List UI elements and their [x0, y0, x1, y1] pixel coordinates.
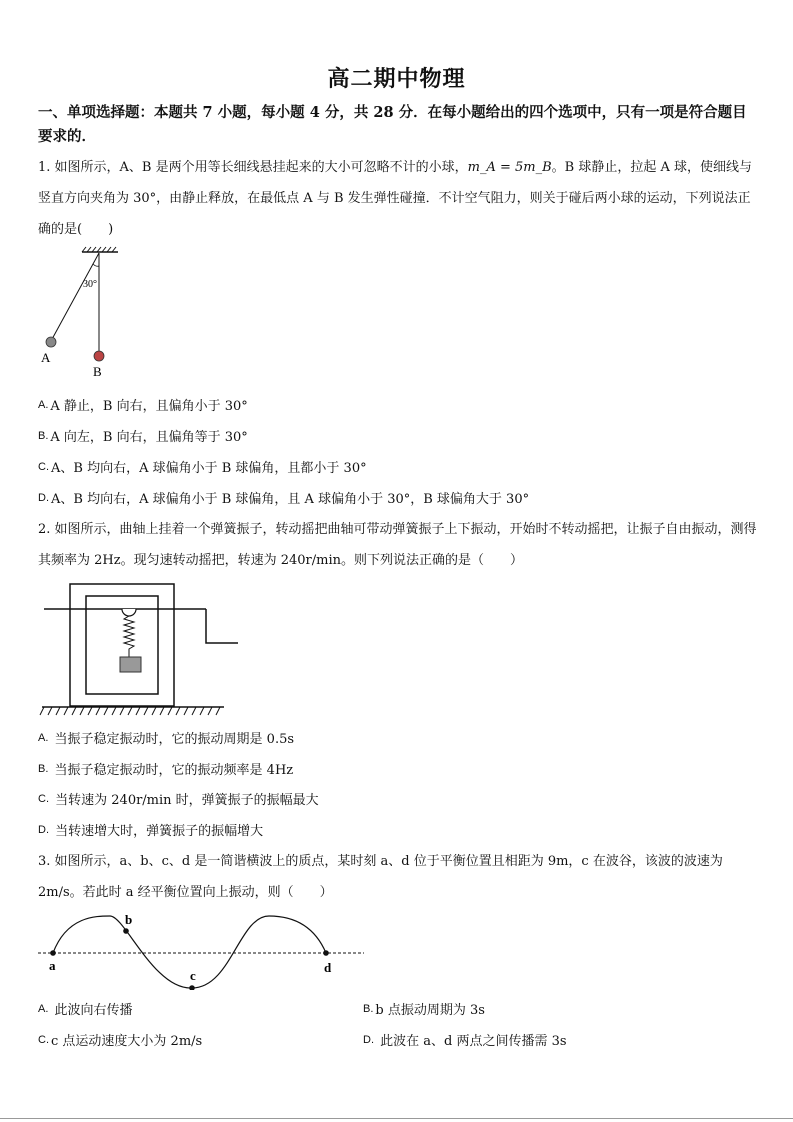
crank-handle [206, 609, 238, 643]
option-letter: D. [38, 492, 49, 504]
option-letter: C. [38, 793, 49, 805]
option-letter: A. [38, 732, 49, 744]
label-a: a [49, 958, 56, 973]
option-letter: C. [38, 1034, 49, 1046]
point-b [123, 928, 129, 934]
wave-figure [36, 910, 368, 990]
option-letter: D. [363, 1034, 374, 1046]
option-text: 当转速为 240r/min 时，弹簧振子的振幅最大 [55, 793, 319, 808]
option-letter: B. [363, 1003, 374, 1015]
angle-label: 30° [83, 279, 97, 290]
question-2-text [38, 514, 760, 576]
question-body: 如图所示，a、b、c、d 是一简谐横波上的质点，某时刻 a、d 位于平衡位置且相距为 9m，c 在波谷，该波的波速为 2m/s。若此时 a 经平衡位置向上振动，则（ ） [38, 854, 723, 900]
q3-option-a[interactable] [38, 1000, 133, 1020]
spring-oscillator-figure [38, 578, 243, 720]
option-letter: B. [38, 763, 49, 775]
point-a [50, 950, 56, 956]
q2-option-b[interactable] [38, 760, 293, 780]
option-text: A 静止，B 向右，且偏角小于 30° [50, 399, 248, 414]
ball-a-label: A [41, 350, 51, 365]
question-body-cont: 。B 球静止，拉起 A 球，使细线与竖直方向夹角为 30°，由静止释放，在最低点 A 与 B 发生弹性碰撞．不计空气阻力，则关于碰后两小球的运动，下列说法正确的是( ) [38, 160, 752, 237]
q2-option-a[interactable] [38, 729, 294, 749]
ball-a [46, 337, 56, 347]
question-body: 如图所示，曲轴上挂着一个弹簧振子，转动摇把曲轴可带动弹簧振子上下振动，开始时不转动摇把，让振子自由振动，测得其频率为 2Hz。现匀速转动摇把，转速为 240r/min。则下列说法正确的是（ ） [38, 522, 757, 568]
crank-hook [122, 609, 136, 616]
question-1-text [38, 152, 760, 245]
option-text: 当振子稳定振动时，它的振动频率是 4Hz [54, 763, 294, 778]
spring [124, 616, 134, 657]
option-letter: C. [38, 461, 49, 473]
option-text: A 向左，B 向右，且偏角等于 30° [50, 430, 248, 445]
q3-option-b[interactable] [363, 1000, 485, 1020]
angle-arc [93, 264, 99, 266]
ball-b [94, 351, 104, 361]
label-c: c [190, 968, 196, 983]
question-body: 如图所示，A、B 是两个用等长细线悬挂起来的大小可忽略不计的小球， [54, 160, 468, 175]
q2-option-c[interactable] [38, 790, 319, 810]
q1-option-c[interactable] [38, 458, 367, 478]
pendulum-figure [36, 246, 136, 381]
label-b: b [125, 912, 133, 927]
oscillator-mass [120, 657, 141, 672]
q3-option-d[interactable] [363, 1031, 567, 1051]
q1-option-a[interactable] [38, 396, 248, 416]
option-text: b 点振动周期为 3s [375, 1003, 485, 1018]
ground-hatching [40, 707, 220, 715]
section-heading: 一、单项选择题：本题共 7 小题，每小题 4 分，共 28 分．在每小题给出的四个选项中，只有一项是符合题目要求的． [38, 104, 747, 145]
q1-option-b[interactable] [38, 427, 248, 447]
option-text: 当转速增大时，弹簧振子的振幅增大 [55, 824, 264, 839]
option-letter: A. [38, 1003, 49, 1015]
string-a [51, 253, 99, 341]
label-d: d [324, 960, 332, 975]
option-text: A、B 均向右，A 球偏角小于 B 球偏角，且都小于 30° [51, 461, 367, 476]
option-text: A、B 均向右，A 球偏角小于 B 球偏角，且 A 球偏角小于 30°，B 球偏角大于 30° [51, 492, 530, 507]
option-letter: D. [38, 824, 49, 836]
option-text: c 点运动速度大小为 2m/s [51, 1034, 203, 1049]
point-c [189, 985, 195, 990]
point-d [323, 950, 329, 956]
q2-option-d[interactable] [38, 821, 263, 841]
page-bottom-divider [0, 1118, 793, 1119]
q1-option-d[interactable] [38, 489, 529, 509]
ball-b-label: B [93, 364, 102, 379]
option-text: 当振子稳定振动时，它的振动周期是 0.5s [54, 732, 295, 747]
question-3-text [38, 846, 760, 908]
option-text: 此波在 a、d 两点之间传播需 3s [380, 1034, 567, 1049]
option-letter: B. [38, 430, 49, 442]
question-number: 1. [38, 160, 51, 175]
question-number: 3. [38, 854, 51, 869]
option-letter: A. [38, 399, 49, 411]
page-title: 高二期中物理 [327, 66, 466, 92]
question-number: 2. [38, 522, 51, 537]
option-text: 此波向右传播 [54, 1003, 133, 1018]
q3-option-c[interactable] [38, 1031, 202, 1051]
mass-relation: m_A = 5m_B [467, 160, 552, 175]
